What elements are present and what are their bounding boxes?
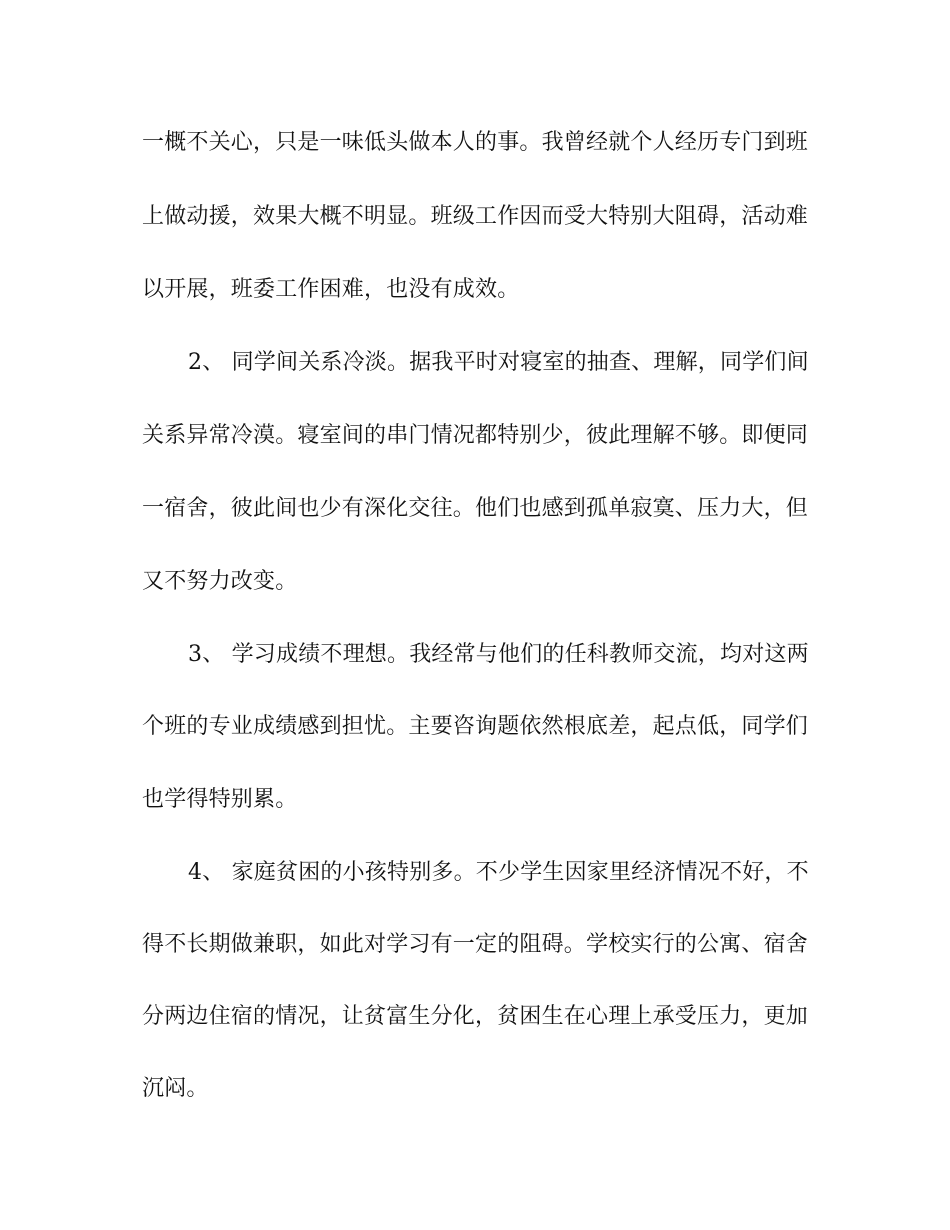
text-line: 个班的专业成绩感到担忧。主要咨询题依然根底差，起点低，同学们	[142, 714, 809, 739]
text-line: 关系异常冷漠。寝室间的串门情况都特别少，彼此理解不够。即便同	[142, 423, 809, 448]
text-line: 又不努力改变。	[142, 569, 298, 594]
text-line: 沉闷。	[142, 1076, 209, 1101]
text-line: 得不长期做兼职，如此对学习有一定的阻碍。学校实行的公寓、宿舍	[142, 932, 809, 957]
text-line: 一概不关心，只是一味低头做本人的事。我曾经就个人经历专门到班	[142, 130, 809, 155]
text-line: 一宿舍，彼此间也少有深化交往。他们也感到孤单寂寞、压力大，但	[142, 496, 809, 521]
text-line: 分两边住宿的情况，让贫富生分化，贫困生在心理上承受压力，更加	[142, 1004, 809, 1029]
paragraph-3-start: 3、 学习成绩不理想。我经常与他们的任科教师交流，均对这两	[188, 642, 809, 667]
text-line: 以开展，班委工作困难，也没有成效。	[142, 277, 520, 302]
paragraph-4-start: 4、 家庭贫困的小孩特别多。不少学生因家里经济情况不好，不	[188, 860, 809, 885]
text-line: 也学得特别累。	[142, 787, 298, 812]
text-line: 上做动援，效果大概不明显。班级工作因而受大特别大阻碍，活动难	[142, 204, 809, 229]
paragraph-2-start: 2、 同学间关系冷淡。据我平时对寝室的抽查、理解，同学们间	[188, 350, 809, 375]
